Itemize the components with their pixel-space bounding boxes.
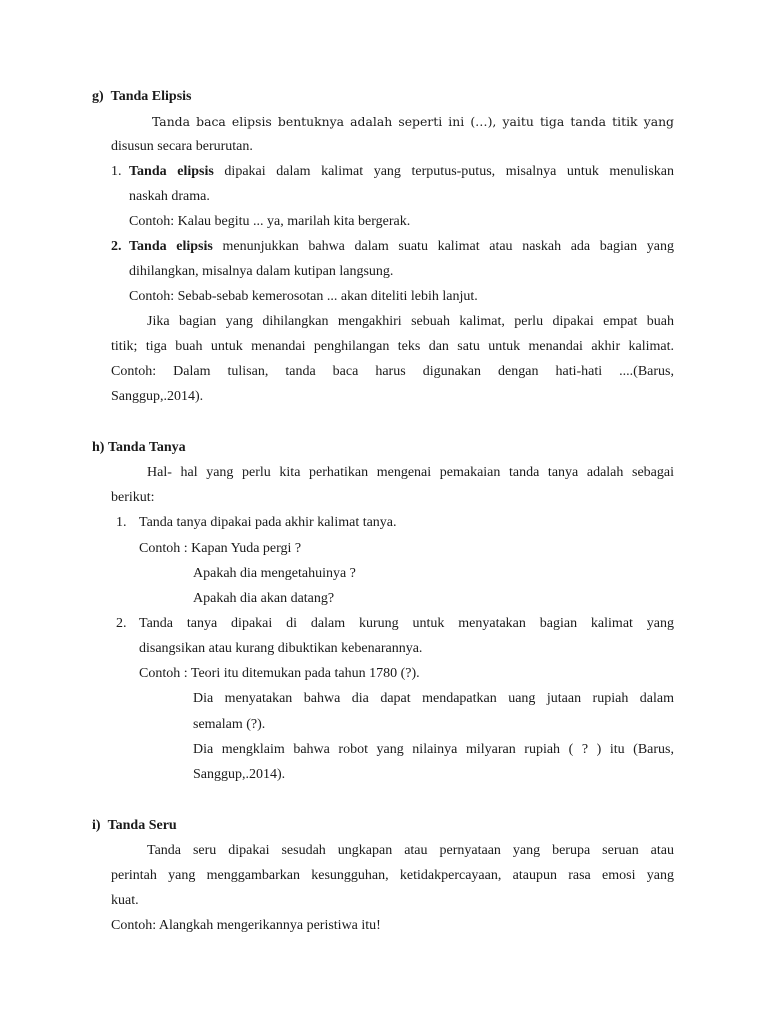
section-g-intro-line1: Tanda baca elipsis bentuknya adalah seperti ini (…), yaitu tiga tanda titik yang bbox=[152, 114, 674, 129]
g-item1-text1: dipakai dalam kalimat yang terputus-putus, misalnya untuk menuliskan bbox=[213, 164, 674, 179]
section-i-heading bbox=[92, 817, 177, 835]
section-i-title: Tanda Seru bbox=[107, 818, 177, 833]
g-para-line4: Sanggup,.2014). bbox=[111, 389, 204, 404]
i-example: Contoh: Alangkah mengerikannya peristiwa itu! bbox=[111, 918, 381, 933]
g-item1-bold: Tanda elipsis bbox=[129, 164, 214, 179]
g-para-line2: titik; tiga buah untuk menandai penghilangan teks dan satu untuk menandai akhir kalimat. bbox=[111, 339, 674, 354]
section-h-heading bbox=[92, 439, 186, 457]
section-h-title: Tanda Tanya bbox=[107, 440, 186, 455]
h-item2-example5: Sanggup,.2014). bbox=[193, 767, 286, 782]
g-item2-number: 2. bbox=[111, 239, 122, 254]
g-item2-example: Contoh: Sebab-sebab kemerosotan ... akan diteliti lebih lanjut. bbox=[129, 289, 478, 304]
i-para-line2: perintah yang menggambarkan kesungguhan, ketidakpercayaan, ataupun rasa emosi yang bbox=[111, 868, 674, 883]
section-h-marker: h) bbox=[92, 440, 105, 455]
section-g-intro-line2: disusun secara berurutan. bbox=[111, 139, 253, 154]
i-para-line3: kuat. bbox=[111, 893, 139, 908]
g-item2-line2: dihilangkan, misalnya dalam kutipan langsung. bbox=[129, 264, 394, 279]
section-i-marker: i) bbox=[92, 818, 101, 833]
h-item1-example2: Apakah dia mengetahuinya ? bbox=[193, 566, 356, 581]
h-intro-line1: Hal- hal yang perlu kita perhatikan mengenai pemakaian tanda tanya adalah sebagai bbox=[147, 465, 674, 480]
g-item1-line2: naskah drama. bbox=[129, 189, 210, 204]
h-item1-example3: Apakah dia akan datang? bbox=[193, 591, 335, 606]
g-item1-example: Contoh: Kalau begitu ... ya, marilah kita bergerak. bbox=[129, 214, 411, 229]
g-item1-number: 1. bbox=[111, 164, 122, 179]
h-item2-example1: Contoh : Teori itu ditemukan pada tahun 1780 (?). bbox=[139, 666, 420, 681]
h-item2-example2: Dia menyatakan bahwa dia dapat mendapatkan uang jutaan rupiah dalam bbox=[193, 691, 674, 706]
h-item2-example4: Dia mengklaim bahwa robot yang nilainya milyaran rupiah ( ? ) itu (Barus, bbox=[193, 742, 674, 757]
h-item2-line1: Tanda tanya dipakai di dalam kurung untuk menyatakan bagian kalimat yang bbox=[139, 616, 674, 631]
h-intro-line2: berikut: bbox=[111, 490, 155, 505]
section-g-marker: g) bbox=[92, 89, 104, 104]
g-item1-line1 bbox=[129, 163, 674, 181]
h-item1-number: 1. bbox=[116, 515, 127, 530]
g-item2-text1: menunjukkan bahwa dalam suatu kalimat atau naskah ada bagian yang bbox=[212, 239, 674, 254]
g-para-line1: Jika bagian yang dihilangkan mengakhiri sebuah kalimat, perlu dipakai empat buah bbox=[147, 314, 674, 329]
g-item2-bold: Tanda elipsis bbox=[129, 239, 213, 254]
h-item2-example3: semalam (?). bbox=[193, 717, 266, 732]
g-item2-line1 bbox=[129, 238, 674, 256]
h-item2-line2: disangsikan atau kurang dibuktikan kebenarannya. bbox=[139, 641, 423, 656]
h-item1-text: Tanda tanya dipakai pada akhir kalimat tanya. bbox=[139, 515, 397, 530]
h-item1-example1: Contoh : Kapan Yuda pergi ? bbox=[139, 541, 302, 556]
section-g-title: Tanda Elipsis bbox=[110, 89, 192, 104]
g-para-line3: Contoh: Dalam tulisan, tanda baca harus digunakan dengan hati-hati ....(Barus, bbox=[111, 364, 674, 379]
i-para-line1: Tanda seru dipakai sesudah ungkapan atau pernyataan yang berupa seruan atau bbox=[147, 843, 674, 858]
section-g-heading bbox=[92, 88, 192, 106]
h-item2-number: 2. bbox=[116, 616, 127, 631]
